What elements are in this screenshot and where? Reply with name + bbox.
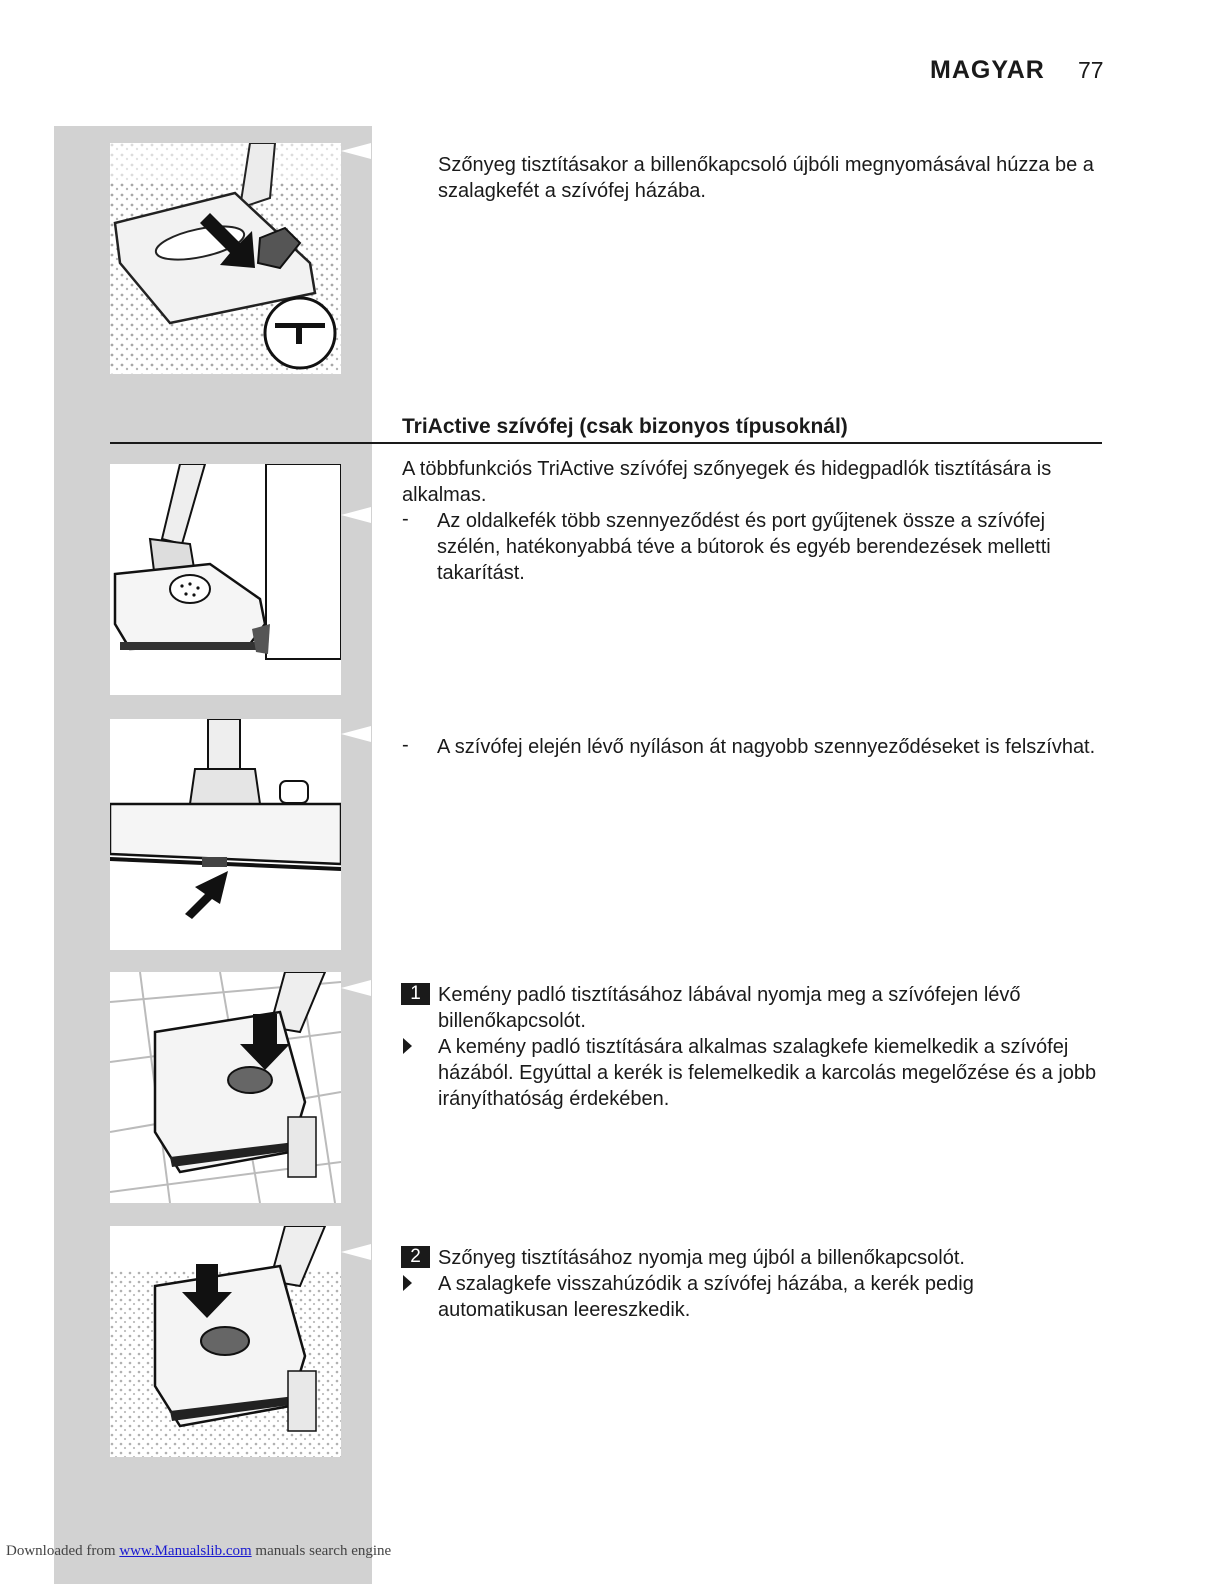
step-instruction: Kemény padló tisztításához lábával nyomja meg a szívófejen lévő billenőkapcsolót. [438, 984, 1021, 1032]
illustration-carpet-step [110, 1226, 341, 1457]
front-opening-text: A szívófej elején lévő nyíláson át nagyobb szennyeződéseket is felszívhat. [437, 736, 1096, 758]
carpet-retract-text: Szőnyeg tisztításakor a billenőkapcsoló újbóli megnyomásával húzza be a szalagkefét a szívófej házába. [438, 154, 1094, 202]
dash-bullet: - [402, 508, 409, 530]
step-number-badge: 2 [401, 1246, 430, 1268]
illustration-pointer [341, 980, 371, 996]
page-number: 77 [1078, 57, 1104, 83]
illustration-side-brushes [110, 464, 341, 695]
step-result: A kemény padló tisztítására alkalmas szalagkefe kiemelkedik a szívófej házából. Egyúttal a kerék is felemelkedik a karcolás megelőzése és a jobb irányíthatóság érdekében. [438, 1036, 1097, 1110]
illustration-pointer [341, 143, 371, 159]
header-language: MAGYAR [930, 56, 1045, 84]
illustration-pointer [341, 726, 371, 742]
section-heading-triactive: TriActive szívófej (csak bizonyos típusoknál) [402, 415, 848, 438]
result-bullet-icon [403, 1038, 412, 1054]
illustration-hard-floor [110, 972, 341, 1203]
triactive-intro: A többfunkciós TriActive szívófej szőnyegek és hidegpadlók tisztítására is alkalmas. [402, 458, 1052, 506]
illustration-carpet-switch [110, 143, 341, 374]
footer-suffix: manuals search engine [255, 1543, 392, 1559]
result-bullet-icon [403, 1275, 412, 1291]
side-brushes-text: Az oldalkefék több szennyeződést és port gyűjtenek össze a szívófej szélén, hatékonyabbá téve a bútorok és egyéb berendezések melletti takarítást. [437, 510, 1051, 584]
manualslib-link[interactable]: www.Manualslib.com [119, 1543, 252, 1559]
illustration-pointer [341, 1244, 371, 1260]
step-instruction: Szőnyeg tisztításához nyomja meg újból a billenőkapcsolót. [438, 1247, 965, 1269]
step-number-badge: 1 [401, 983, 430, 1005]
heading-divider [110, 442, 1102, 444]
footer-download-note [6, 1543, 391, 1560]
dash-bullet: - [402, 734, 409, 756]
footer-prefix: Downloaded from [6, 1543, 116, 1559]
illustration-front-opening [110, 719, 341, 950]
step-result: A szalagkefe visszahúzódik a szívófej házába, a kerék pedig automatikusan leereszkedik. [438, 1273, 974, 1321]
illustration-pointer [341, 507, 371, 523]
